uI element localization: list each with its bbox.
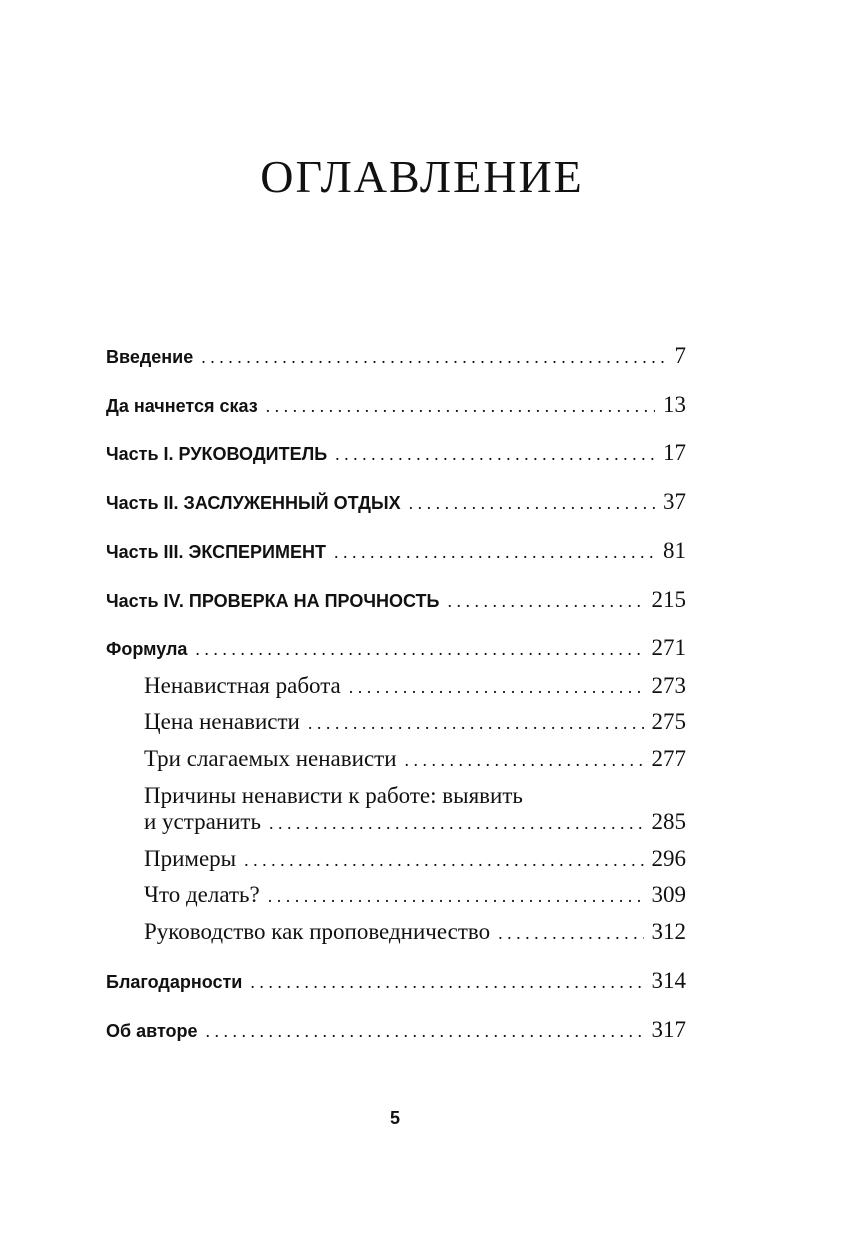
dot-leader: [244, 846, 643, 874]
toc-subentry-causes[interactable]: [144, 808, 686, 837]
toc-entry-label: и устранить: [144, 809, 261, 834]
dot-leader: [250, 968, 643, 996]
toc-entry-label: Введение: [106, 347, 194, 367]
toc-subentry-causes-line1[interactable]: Причины ненависти к работе: выявить: [144, 783, 523, 808]
dot-leader: [405, 746, 644, 774]
toc-entry-page: 17: [663, 440, 686, 465]
toc-subentry-cost-of-hate[interactable]: [144, 708, 686, 737]
dot-leader: [269, 809, 644, 837]
toc-entry-label: Три слагаемых ненависти: [144, 746, 397, 771]
toc-entry-label: Примеры: [144, 846, 237, 871]
toc-entry-part-3[interactable]: [106, 537, 686, 566]
toc-entry-label: Что делать?: [144, 882, 260, 907]
toc-entry-label: Часть I. РУКОВОДИТЕЛЬ: [106, 444, 328, 464]
page-number: 5: [389, 1108, 400, 1128]
toc-entry-acknowledgements[interactable]: [106, 967, 686, 996]
toc-entry-page: 317: [651, 1017, 686, 1042]
toc-entry-introduction[interactable]: [106, 342, 686, 371]
dot-leader: [447, 587, 643, 615]
dot-leader: [195, 635, 643, 663]
toc-subentry-hated-work[interactable]: [144, 672, 686, 701]
toc-entry-tale-begins[interactable]: [106, 391, 686, 420]
toc-subentry-leadership-as-preaching[interactable]: [144, 918, 686, 947]
toc-entry-label: Часть IV. ПРОВЕРКА НА ПРОЧНОСТЬ: [106, 591, 440, 611]
toc-subentry-examples[interactable]: [144, 845, 686, 874]
toc-entry-page: 312: [651, 919, 686, 944]
toc-entry-page: 273: [651, 673, 686, 698]
toc-entry-page: 37: [663, 489, 686, 514]
dot-leader: [349, 673, 644, 701]
toc-entry-page: 215: [651, 587, 686, 612]
toc-entry-page: 296: [651, 846, 686, 871]
toc-entry-label: Об авторе: [106, 1021, 198, 1041]
dot-leader: [201, 343, 666, 371]
dot-leader: [334, 538, 655, 566]
toc-entry-formula[interactable]: [106, 634, 686, 663]
toc-entry-label: Благодарности: [106, 972, 243, 992]
dot-leader: [308, 709, 644, 737]
toc-entry-label: Ненавистная работа: [144, 673, 341, 698]
page-title: ОГЛАВЛЕНИЕ: [260, 151, 584, 202]
toc-entry-label: Да начнется сказ: [106, 396, 258, 416]
toc-entry-page: 309: [651, 882, 686, 907]
toc-subentry-three-components[interactable]: [144, 745, 686, 774]
toc-entry-part-2[interactable]: [106, 488, 686, 517]
toc-entry-label: Цена ненависти: [144, 709, 300, 734]
toc-entry-page: 13: [663, 392, 686, 417]
dot-leader: [409, 489, 655, 517]
toc-entry-page: 314: [651, 968, 686, 993]
toc-entry-about-author[interactable]: [106, 1016, 686, 1045]
toc-entry-page: 285: [651, 809, 686, 834]
toc-entry-label: Часть III. ЭКСПЕРИМЕНТ: [106, 542, 326, 562]
dot-leader: [206, 1017, 644, 1045]
dot-leader: [498, 919, 643, 947]
dot-leader: [268, 882, 644, 910]
toc-entry-page: 277: [651, 746, 686, 771]
toc-entry-part-1[interactable]: [106, 439, 686, 468]
toc-subentry-what-to-do[interactable]: [144, 881, 686, 910]
dot-leader: [266, 392, 655, 420]
toc-entry-label: Часть II. ЗАСЛУЖЕННЫЙ ОТДЫХ: [106, 493, 401, 513]
toc-entry-page: 7: [674, 343, 686, 368]
toc-entry-part-4[interactable]: [106, 586, 686, 615]
toc-entry-page: 275: [651, 709, 686, 734]
dot-leader: [335, 440, 655, 468]
toc-entry-page: 81: [663, 538, 686, 563]
toc-entry-label: Формула: [106, 639, 188, 659]
toc-entry-label: Руководство как проповедничество: [144, 919, 491, 944]
toc-entry-page: 271: [651, 635, 686, 660]
